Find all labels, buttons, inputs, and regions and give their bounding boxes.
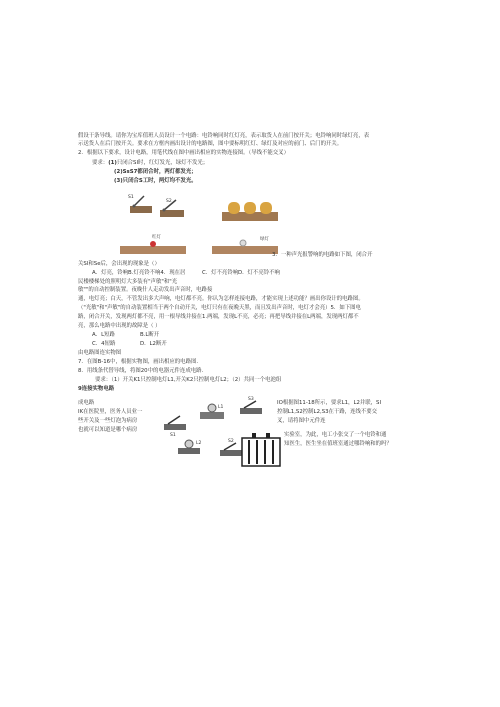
right-text: 知医生，医生坐在值班室通过哪铃响和的吗？ [284,441,392,447]
text-line: 通，电灯亮；白天，不管发出多大声响，电灯都不亮。你认为怎样连接电路，才能实现上述功能？画出你设计的电路图。 [78,296,364,302]
red-lamp-label: 红灯 [152,235,161,240]
left-text: 也就可以知道是哪个病房 [78,427,138,433]
option-d-2: D．L2断开 [140,341,167,347]
option-c: C．灯不亮铃响 [202,270,239,276]
right-text: 叉，请将图中元件连 [277,418,326,424]
switches-figure [128,190,188,226]
switch-s2-label: S2 [166,199,172,204]
text-line: 路，闭合开关，发现两灯都不亮，用一根导线并接在1.两端，发现L不亮，必亮；再把导线并接在L两端，发现两灯都不 [78,314,359,320]
text-line: 敏""的自动控制装置。夜晚什人走动发出声音时，电路接 [78,287,213,293]
label-l2: L2 [196,441,202,446]
right-text: 控制L1,S2控制L2,S3在干路，连线不要交 [277,409,378,415]
requirement-line [92,160,208,167]
label-s1: S1 [170,433,176,438]
question-7: 7．在图B-16中，根据实物图，画出相应的电路图. [78,359,199,365]
question-3: 3．一种声光报警响的电路如下图，闭合开 [272,252,373,258]
question-10: IO根据图11-18所示，要求L1，L2并联，SI [277,400,382,406]
options-line [92,270,185,277]
requirement-number: (1) [108,160,117,166]
option-d: D．灯不亮铃不响 [238,270,280,276]
option-a: A．灯亮，铃响 [92,270,129,276]
question-8-requirement: 要求：（1）开关K1只控制电灯L1,开关K2只控制电灯L2；（2）共同一个电池组 [95,377,282,383]
requirement-label: 要求： [92,160,109,166]
section-title: 由电路图连实物图 [78,350,122,356]
text-line: 假设干条导线。请你为宝库值班人员设计一个电路：电铃响同时红灯亮，表示取货人在前门按开关；电铃响同时绿灯亮，表 [78,133,370,139]
question-4: 4．现在居 [160,270,186,276]
option-b-2: B.L断开 [140,332,160,338]
label-s2: S2 [228,439,234,444]
text-line: （"光敏"和"声敏"的自动装置相当于两个自动开关，电灯只有在夜晚天黑，而且发出声音时，电灯才会亮）5．如下图电 [78,305,361,311]
requirement-2: (2)SsS7都闭合时，两灯都发光； [114,169,197,175]
right-text: 实验室，为此，电工小张交了一个电铃和通 [284,432,387,438]
option-c-2: C．4短路 [92,341,116,347]
left-text: 成电路 [78,400,95,406]
option-a-2: A．L短路 [92,332,115,338]
question-2: 2．根据以下要求，设计电路，用笔代线在图中画出相应的实物连接图。（导线不能交叉） [78,150,289,156]
left-text: 些开关及一些灯泡为病房 [78,418,138,424]
question-9: 9连接实物电路 [78,386,115,392]
green-lamp-figure [210,234,280,258]
green-lamp-label: 绿灯 [260,237,269,242]
battery-box-figure [240,432,282,468]
option-b: B.灯亮铃不响 [128,270,161,276]
text-line: 民楼楼梯处的照明灯大多装有"声敏"和"光 [78,279,178,285]
red-lamp-figure [118,234,188,258]
requirement-text: 只闭合SI时，红灯发光，绿灯不发光； [116,160,209,166]
text-line: 亮，那么电路中出现的故障是（ ） [78,323,161,329]
left-text: IK在医院里，医务人员业一 [78,409,143,415]
label-s3: S3 [248,397,254,402]
switch-s1-label: S1 [128,195,134,200]
question-8: 8．用线条代替导线，将图20中的电器元件连成电路. [78,368,204,374]
text-line: 关SI和Se后，会出现的现象是（） [78,261,160,267]
text-line: 示送货人在后门按开关。要求在方框内画出设计的电路图，图中要标明红灯、绿灯及对应的前门、后门的开关。 [78,141,343,147]
requirement-3: (3)只闭合S工时，两灯均不发光。 [114,178,197,184]
label-l1: L1 [218,405,224,410]
battery-figure [220,196,280,226]
